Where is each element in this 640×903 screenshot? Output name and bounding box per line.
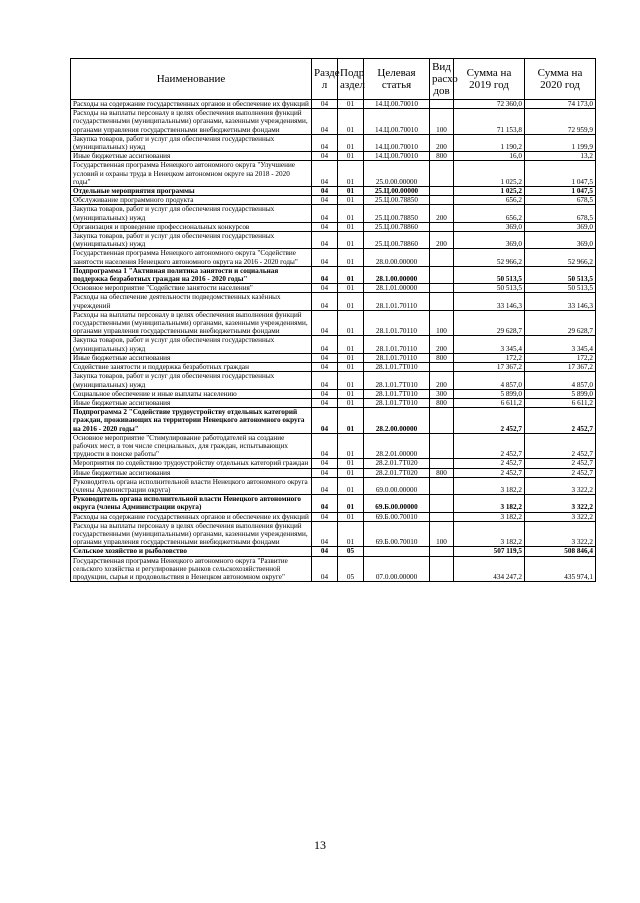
cell-sum-2019: 2 452,7	[454, 468, 525, 477]
table-row	[71, 152, 596, 161]
cell-section: 04	[312, 433, 338, 459]
cell-subsection: 01	[338, 222, 364, 231]
cell-target: 69.Б.00.70010	[364, 521, 430, 547]
cell-subsection: 01	[338, 372, 364, 389]
cell-sum-2020: 13,2	[525, 152, 596, 161]
cell-sum-2019: 71 153,8	[454, 109, 525, 135]
table-row	[71, 353, 596, 362]
table-row	[71, 196, 596, 205]
cell-sum-2019: 1 190,2	[454, 134, 525, 151]
cell-section: 04	[312, 249, 338, 266]
cell-section: 04	[312, 547, 338, 556]
cell-sum-2019: 52 966,2	[454, 249, 525, 266]
table-row	[71, 109, 596, 135]
cell-name: Социальное обеспечение и иные выплаты населению	[71, 389, 312, 398]
header-section: Разде л	[312, 59, 338, 100]
cell-sum-2019: 1 025,2	[454, 161, 525, 187]
cell-name: Государственная программа Ненецкого автономного округа "Улучшение условий и охраны труда в Ненецком автономном округе на 2018 - 2020 годы"	[71, 161, 312, 187]
cell-type	[430, 161, 454, 187]
cell-type: 100	[430, 310, 454, 336]
cell-target: 69.0.00.00000	[364, 477, 430, 494]
table-row	[71, 222, 596, 231]
cell-sum-2019: 1 025,2	[454, 187, 525, 196]
cell-section: 04	[312, 398, 338, 407]
cell-name: Подпрограмма 2 "Содействие трудоустройству отдельных категорий граждан, проживающих на территории Ненецкого автономного округа на 2016 - 2020 годы"	[71, 408, 312, 434]
table-row	[71, 363, 596, 372]
table-row	[71, 495, 596, 512]
cell-section: 04	[312, 161, 338, 187]
cell-target: 14.Ц.00.70010	[364, 100, 430, 109]
cell-type	[430, 495, 454, 512]
cell-name: Руководитель органа исполнительной власти Ненецкого автономного округа (члены Администрации округа)	[71, 495, 312, 512]
table-row	[71, 459, 596, 468]
cell-sum-2020: 29 628,7	[525, 310, 596, 336]
cell-sum-2020: 1 047,5	[525, 161, 596, 187]
cell-section: 04	[312, 512, 338, 521]
cell-section: 04	[312, 468, 338, 477]
cell-subsection: 01	[338, 310, 364, 336]
cell-target: 25.Ц.00.78860	[364, 232, 430, 249]
cell-sum-2019: 33 146,3	[454, 293, 525, 310]
cell-target: 28.1.01.70110	[364, 353, 430, 362]
cell-subsection: 01	[338, 468, 364, 477]
cell-section: 04	[312, 336, 338, 353]
cell-sum-2020: 50 513,5	[525, 266, 596, 283]
cell-sum-2020: 369,0	[525, 232, 596, 249]
cell-sum-2019: 2 452,7	[454, 433, 525, 459]
cell-sum-2020: 3 322,2	[525, 477, 596, 494]
cell-name: Сельское хозяйство и рыболовство	[71, 547, 312, 556]
cell-target: 14.Ц.00.70010	[364, 152, 430, 161]
cell-sum-2020: 1 047,5	[525, 187, 596, 196]
cell-type	[430, 293, 454, 310]
cell-name: Отдельные мероприятия программы	[71, 187, 312, 196]
cell-sum-2019: 2 452,7	[454, 459, 525, 468]
cell-subsection: 01	[338, 336, 364, 353]
cell-target: 28.1.00.00000	[364, 266, 430, 283]
cell-section: 04	[312, 389, 338, 398]
cell-target	[364, 547, 430, 556]
cell-sum-2020: 4 857,0	[525, 372, 596, 389]
cell-subsection: 05	[338, 556, 364, 582]
cell-subsection: 01	[338, 134, 364, 151]
cell-type: 100	[430, 521, 454, 547]
cell-subsection: 01	[338, 512, 364, 521]
cell-sum-2020: 2 452,7	[525, 468, 596, 477]
cell-subsection: 01	[338, 459, 364, 468]
cell-name: Закупка товаров, работ и услуг для обеспечения государственных (муниципальных) нужд	[71, 372, 312, 389]
cell-section: 04	[312, 408, 338, 434]
cell-sum-2020: 2 452,7	[525, 459, 596, 468]
cell-type	[430, 249, 454, 266]
cell-section: 04	[312, 372, 338, 389]
cell-name: Иные бюджетные ассигнования	[71, 152, 312, 161]
cell-sum-2019: 3 182,2	[454, 512, 525, 521]
table-row	[71, 284, 596, 293]
table-row	[71, 205, 596, 222]
budget-table-container	[70, 58, 595, 582]
cell-subsection: 01	[338, 109, 364, 135]
cell-section: 04	[312, 310, 338, 336]
cell-type: 800	[430, 353, 454, 362]
table-row	[71, 468, 596, 477]
cell-section: 04	[312, 100, 338, 109]
cell-sum-2020: 5 899,0	[525, 389, 596, 398]
cell-sum-2020: 72 959,9	[525, 109, 596, 135]
cell-sum-2019: 4 857,0	[454, 372, 525, 389]
cell-sum-2019: 172,2	[454, 353, 525, 362]
cell-target: 28.0.00.00000	[364, 249, 430, 266]
cell-sum-2019: 6 611,2	[454, 398, 525, 407]
table-row	[71, 477, 596, 494]
header-target: Целевая статья	[364, 59, 430, 100]
cell-type	[430, 512, 454, 521]
table-row	[71, 249, 596, 266]
cell-type	[430, 408, 454, 434]
table-row	[71, 512, 596, 521]
cell-section: 04	[312, 196, 338, 205]
cell-section: 04	[312, 232, 338, 249]
cell-subsection: 01	[338, 495, 364, 512]
cell-sum-2019: 369,0	[454, 222, 525, 231]
cell-sum-2020: 2 452,7	[525, 408, 596, 434]
cell-sum-2020: 369,0	[525, 222, 596, 231]
cell-type	[430, 547, 454, 556]
cell-section: 04	[312, 293, 338, 310]
cell-sum-2019: 17 367,2	[454, 363, 525, 372]
cell-sum-2020: 17 367,2	[525, 363, 596, 372]
cell-subsection: 01	[338, 398, 364, 407]
cell-subsection: 01	[338, 232, 364, 249]
cell-sum-2020: 52 966,2	[525, 249, 596, 266]
cell-sum-2019: 2 452,7	[454, 408, 525, 434]
cell-sum-2020: 435 974,1	[525, 556, 596, 582]
table-row	[71, 433, 596, 459]
cell-sum-2019: 3 182,2	[454, 495, 525, 512]
cell-type: 100	[430, 109, 454, 135]
cell-section: 04	[312, 363, 338, 372]
cell-subsection: 01	[338, 521, 364, 547]
cell-target: 14.Ц.00.70010	[364, 109, 430, 135]
cell-subsection: 01	[338, 196, 364, 205]
cell-target: 69.Б.00.00000	[364, 495, 430, 512]
cell-type	[430, 284, 454, 293]
table-body	[71, 100, 596, 582]
cell-section: 04	[312, 109, 338, 135]
cell-sum-2020: 3 345,4	[525, 336, 596, 353]
table-row	[71, 389, 596, 398]
cell-subsection: 01	[338, 161, 364, 187]
cell-sum-2019: 29 628,7	[454, 310, 525, 336]
cell-target: 25.Ц.00.78850	[364, 196, 430, 205]
cell-type: 800	[430, 398, 454, 407]
table-row	[71, 556, 596, 582]
cell-name: Мероприятия по содействию трудоустройству отдельных категорий граждан	[71, 459, 312, 468]
cell-subsection: 01	[338, 408, 364, 434]
cell-section: 04	[312, 459, 338, 468]
cell-subsection: 01	[338, 477, 364, 494]
cell-name: Расходы на выплаты персоналу в целях обеспечения выполнения функций государственными (муниципальными) органами, казенными учреждениями, органами управления государственными внебюджетными фондами	[71, 109, 312, 135]
cell-section: 04	[312, 134, 338, 151]
header-row	[71, 59, 596, 100]
cell-sum-2020: 6 611,2	[525, 398, 596, 407]
budget-table	[70, 58, 596, 582]
cell-name: Руководитель органа исполнительной власти Ненецкого автономного округа (члены Администрации округа)	[71, 477, 312, 494]
cell-subsection: 05	[338, 547, 364, 556]
cell-sum-2019: 50 513,5	[454, 284, 525, 293]
cell-sum-2020: 508 846,4	[525, 547, 596, 556]
cell-sum-2020: 3 322,2	[525, 512, 596, 521]
cell-subsection: 01	[338, 389, 364, 398]
cell-name: Расходы на выплаты персоналу в целях обеспечения выполнения функций государственными (муниципальными) органами, казенными учреждениями, органами управления государственными внебюджетными фондами	[71, 521, 312, 547]
cell-subsection: 01	[338, 433, 364, 459]
cell-subsection: 01	[338, 152, 364, 161]
cell-name: Закупка товаров, работ и услуг для обеспечения государственных (муниципальных) нужд	[71, 134, 312, 151]
cell-name: Иные бюджетные ассигнования	[71, 398, 312, 407]
cell-type	[430, 222, 454, 231]
cell-target: 25.Ц.00.78850	[364, 205, 430, 222]
cell-sum-2019: 369,0	[454, 232, 525, 249]
cell-target: 28.2.01.7T020	[364, 468, 430, 477]
cell-name: Расходы на содержание государственных органов и обеспечение их функций	[71, 512, 312, 521]
table-row	[71, 372, 596, 389]
table-row	[71, 310, 596, 336]
table-row	[71, 187, 596, 196]
cell-sum-2020: 50 513,5	[525, 284, 596, 293]
cell-sum-2020: 172,2	[525, 353, 596, 362]
cell-target: 14.Ц.00.70010	[364, 134, 430, 151]
cell-sum-2019: 656,2	[454, 205, 525, 222]
cell-section: 04	[312, 205, 338, 222]
cell-subsection: 01	[338, 266, 364, 283]
table-row	[71, 408, 596, 434]
table-row	[71, 547, 596, 556]
cell-section: 04	[312, 222, 338, 231]
cell-type	[430, 433, 454, 459]
cell-type: 200	[430, 205, 454, 222]
table-row	[71, 134, 596, 151]
table-row	[71, 100, 596, 109]
cell-type: 200	[430, 372, 454, 389]
cell-target: 28.2.00.00000	[364, 408, 430, 434]
cell-target: 28.1.01.7T010	[364, 398, 430, 407]
cell-sum-2020: 74 173,0	[525, 100, 596, 109]
cell-type	[430, 556, 454, 582]
cell-section: 04	[312, 266, 338, 283]
cell-sum-2020: 1 199,9	[525, 134, 596, 151]
cell-name: Закупка товаров, работ и услуг для обеспечения государственных (муниципальных) нужд	[71, 205, 312, 222]
cell-sum-2019: 3 182,2	[454, 521, 525, 547]
cell-name: Расходы на содержание государственных органов и обеспечение их функций	[71, 100, 312, 109]
cell-subsection: 01	[338, 353, 364, 362]
cell-name: Подпрограмма 1 "Активная политика занятости и социальная поддержка безработных граждан на 2016 - 2020 годы"	[71, 266, 312, 283]
cell-sum-2020: 678,5	[525, 196, 596, 205]
table-row	[71, 293, 596, 310]
cell-subsection: 01	[338, 284, 364, 293]
cell-target: 69.Б.00.70010	[364, 512, 430, 521]
cell-subsection: 01	[338, 293, 364, 310]
cell-type: 300	[430, 389, 454, 398]
cell-target: 28.1.01.70110	[364, 293, 430, 310]
table-row	[71, 232, 596, 249]
table-row	[71, 336, 596, 353]
cell-subsection: 01	[338, 249, 364, 266]
cell-target: 28.1.01.7T010	[364, 372, 430, 389]
cell-sum-2019: 72 360,0	[454, 100, 525, 109]
cell-target: 28.1.01.00000	[364, 284, 430, 293]
cell-name: Закупка товаров, работ и услуг для обеспечения государственных (муниципальных) нужд	[71, 232, 312, 249]
cell-section: 04	[312, 284, 338, 293]
cell-target: 28.2.01.00000	[364, 433, 430, 459]
cell-type: 200	[430, 336, 454, 353]
table-header	[71, 59, 596, 100]
cell-type	[430, 266, 454, 283]
cell-sum-2019: 3 345,4	[454, 336, 525, 353]
cell-name: Основное мероприятие "Содействие занятости населения"	[71, 284, 312, 293]
header-name: Наименование	[71, 59, 312, 100]
cell-name: Расходы на выплаты персоналу в целях обеспечения выполнения функций государственными (муниципальными) органами, казенными учреждениями, органами управления государственными внебюджетными фондами	[71, 310, 312, 336]
cell-target: 07.0.00.00000	[364, 556, 430, 582]
cell-name: Расходы на обеспечение деятельности подведомственных казённых учреждений	[71, 293, 312, 310]
cell-sum-2020: 3 322,2	[525, 495, 596, 512]
cell-sum-2020: 2 452,7	[525, 433, 596, 459]
cell-target: 28.2.01.7T020	[364, 459, 430, 468]
cell-name: Содействие занятости и поддержка безработных граждан	[71, 363, 312, 372]
cell-section: 04	[312, 477, 338, 494]
header-sum-2019: Сумма на 2019 год	[454, 59, 525, 100]
cell-sum-2019: 5 899,0	[454, 389, 525, 398]
cell-name: Закупка товаров, работ и услуг для обеспечения государственных (муниципальных) нужд	[71, 336, 312, 353]
cell-sum-2020: 33 146,3	[525, 293, 596, 310]
header-type: Вид расхо дов	[430, 59, 454, 100]
cell-section: 04	[312, 556, 338, 582]
cell-type	[430, 196, 454, 205]
cell-target: 28.1.01.7T010	[364, 389, 430, 398]
cell-subsection: 01	[338, 205, 364, 222]
cell-name: Государственная программа Ненецкого автономного округа "Развитие сельского хозяйства и регулирование рынков сельскохозяйственной продукции, сырья и продовольствия в Ненецком автономном округе"	[71, 556, 312, 582]
cell-type	[430, 187, 454, 196]
cell-sum-2019: 3 182,2	[454, 477, 525, 494]
cell-subsection: 01	[338, 100, 364, 109]
cell-sum-2019: 656,2	[454, 196, 525, 205]
table-row	[71, 521, 596, 547]
cell-target: 28.1.01.7T010	[364, 363, 430, 372]
cell-type: 200	[430, 232, 454, 249]
table-row	[71, 161, 596, 187]
cell-sum-2019: 16,0	[454, 152, 525, 161]
cell-name: Государственная программа Ненецкого автономного округа "Содействие занятости населения Ненецкого автономного округа на 2016 - 2020 годы"	[71, 249, 312, 266]
cell-name: Организация и проведение профессиональных конкурсов	[71, 222, 312, 231]
cell-subsection: 01	[338, 187, 364, 196]
cell-target: 25.Ц.00.78860	[364, 222, 430, 231]
cell-sum-2019: 434 247,2	[454, 556, 525, 582]
cell-sum-2019: 507 119,5	[454, 547, 525, 556]
cell-section: 04	[312, 521, 338, 547]
table-row	[71, 266, 596, 283]
table-row	[71, 398, 596, 407]
cell-subsection: 01	[338, 363, 364, 372]
cell-sum-2019: 50 513,5	[454, 266, 525, 283]
cell-type: 800	[430, 468, 454, 477]
cell-section: 04	[312, 353, 338, 362]
cell-name: Обслуживание программного продукта	[71, 196, 312, 205]
page-number: 13	[314, 838, 326, 852]
cell-target: 25.Ц.00.00000	[364, 187, 430, 196]
cell-section: 04	[312, 495, 338, 512]
cell-sum-2020: 678,5	[525, 205, 596, 222]
cell-section: 04	[312, 152, 338, 161]
cell-section: 04	[312, 187, 338, 196]
cell-type	[430, 363, 454, 372]
cell-name: Иные бюджетные ассигнования	[71, 353, 312, 362]
cell-type: 200	[430, 134, 454, 151]
cell-name: Основное мероприятие "Стимулирование работодателей на создание рабочих мест, в том числе специальных, для граждан, испытывающих трудности в поиске работы"	[71, 433, 312, 459]
header-subsection: Подр аздел	[338, 59, 364, 100]
header-sum-2020: Сумма на 2020 год	[525, 59, 596, 100]
cell-sum-2020: 3 322,2	[525, 521, 596, 547]
cell-type	[430, 100, 454, 109]
cell-name: Иные бюджетные ассигнования	[71, 468, 312, 477]
cell-type	[430, 477, 454, 494]
cell-type	[430, 459, 454, 468]
cell-target: 25.0.00.00000	[364, 161, 430, 187]
cell-type: 800	[430, 152, 454, 161]
cell-target: 28.1.01.70110	[364, 336, 430, 353]
cell-target: 28.1.01.70110	[364, 310, 430, 336]
